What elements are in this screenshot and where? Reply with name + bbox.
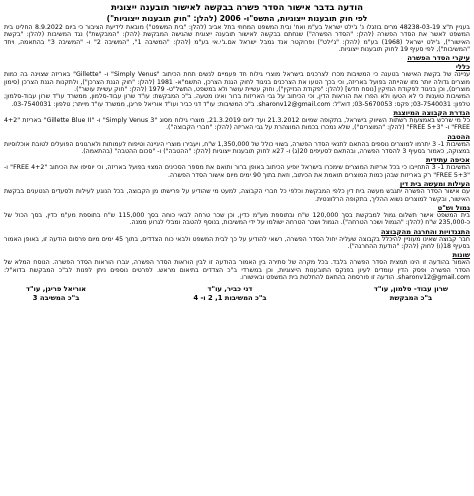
section-title-class: הגדרת הקבוצה המיוצגת [393,109,470,118]
subsection-title-general: כללי [455,63,470,72]
section-paragraph-claim: עניינה של בקשת האישור בטענה כי המשיבות מכרו לצרכנים בישראל מוצרי גילוח חד פעמיים לנשים תחת הכיתוב "Simply Venus" ו- "Gillette" באריזה שצוינה בה כמות מוצרים גדולה יותר מזו שהייתה בפועל באריזה, וכי בכך הטעו את הצרכנים בניגוד לחוק הגנת הצרכן, התשמ"א- 1981 (להלן: "חוק הגנת הצרכן"), ולתקנות הגנת הצרכן (סימון מוצרים), וכן בניגוד לפקודת הנזיקין [נוסח חדש] (להלן: "פקודת הנזיקין"), וחוק עשיית עושר ולא במשפט, התשל"ט- 1979 (להלן: "חוק עשיית עושר"). [4,71,471,94]
signature-role: ב"כ המבקשת [389,293,433,302]
notice-title: הודעה בדבר אישור הסדר פשרה בבקשה לאישור תובענה ייצוגית [110,3,364,13]
section-title-settlement: עיקרי הסדר הפשרה [407,54,470,63]
signature-name: אוריאל פריגן, עו"ד [26,285,87,294]
signature-role: ב"כ המשיבות 1, 2 ו- 4 [193,293,267,302]
section-title-fees: גמול וש"ט [437,203,470,212]
signature-name: שרון עבוד- סלמון, עו"ד [373,285,448,294]
signature-respondent3-counsel [26,285,86,302]
section-paragraph-enforcement: המשיבות 1- 3 התחייבו כי בכל אריזות המוצרים שימכרו בישראל יופיע הכיתוב באופן ברור ותואם את מספר הסכינים המצוי בפועל באריזה, וכי יוסיפו את הכיתוב "4+2 FREE" ו- "5+3 FREE" רק באריזות שבהן כמות המוצרים תואמת את הכיתוב, וזאת בתוך 90 ימים מיום אישור הסדר הפשרה. [4,164,470,179]
section-title-benefit: ההטבה [447,132,470,141]
signature-petitioner-counsel [374,285,448,302]
section-paragraph-benefit: המשיבות 1- 3 יתרמו למוצרים נוספים בהתאם לתנאי הסדר הפשרה, בשווי כולל של 1,350,000 ש"ח, ויעבירו מוצרי היגיינה וטיפוח לעמותות ולארגונים הפועלים לטובת אוכלוסיות במצוקה, כאמור בסעיף 3 להסדר הפשרה, ובהתאם לסעיפים 20(ג) ו- 27א לחוק תובענות ייצוגיות (להלן: "ההטבה") ו- "סכום ההטבה" (בהתאמה). [4,140,470,156]
section-title-opt-out: התנגדויות והחרגה מהקבוצה [380,227,470,236]
section-paragraph-class: כל מי שרכש באמצעות רשתות השיווק בישראל, בתקופה שמיום 21.3.2012 ועד ליום 21.3.2019, מוצרי גילוח מסוג "Simply Venus 3" ו- "Gillette Blue II" באריזת "4+2 FREE" ו- "5+3 FREE" (להלן: "המוצרים"), שלא נמכרו בכמות המוצהרת על גבי האריזה (להלן: "חברי הקבוצה"). [4,117,471,132]
signature-respondents-counsel [193,285,266,302]
signature-block [4,285,470,302]
section-paragraph-res-judicata: עם אישור הסדר הפשרה יתגבש מעשה בית דין כלפי המבקשת וכלפי כל חברי הקבוצה, למעט מי שהודיע על פרישתו מן הקבוצה, בכל הנוגע לעילות ולסעדים הנטענים בבקשת האישור, ובקשר למוצרים נשוא ההליך, בתקופה הרלוונטית. [4,188,470,203]
section-title-misc: שונות [452,251,470,260]
notice-subtitle: לפי חוק תובענות ייצוגיות, התשס"ו- 2006 (להלן: "חוק תובענות ייצוגיות") [106,13,368,23]
section-title-res-judicata: העילות ומעשה בית דין [399,180,470,189]
section-paragraph-opt-out: חבר קבוצה שאינו מעוניין להיכלל בקבוצה שעליה יחול הסדר הפשרה, רשאי להודיע על כך לבית המשפט ולבאי כוח הצדדים, בתוך 45 ימים מיום פרסום הודעה זו, באופן האמור בסעיף 18(ו) לחוק (להלן: "הודעת ההחרגה"). [4,235,470,250]
signature-name: דני כביר, עו"ד [207,285,253,294]
section-paragraph-respondents: המשיבות טוענות כי לא הטעו ולא הפרו את הוראות הדין, וכי הכיתוב על גבי האריזות ברור ואינו מטעה. ב"כ המבקשת: עו"ד שרון עבוד-סלמון, ממשרד עו"ד שרון עבוד-סלמון; טלפון: 03-7540031; פקס: 03-5670053; דוא"ל: sharonv12@gmail.com. ב"כ המשיבות: עו"ד דני כביר ועו"ד אוריאל פריגן, ממשרד עו"ד מייתר; טלפון: 03-7540031. [4,93,470,108]
section-title-enforcement: אכיפה עתידית [425,156,470,165]
notice-body [4,24,470,281]
intro-paragraph: בעניין ת"צ 48238-03-19 מרים בוזגלו נ' ג'ילט ישראל בע"מ ואח' ובית המשפט המחוזי בתל אביב (להלן: "בית המשפט") מובאת לידיעת הציבור כי ביום 8.9.2022 החליט בית המשפט לאשר את הסדר הפשרה (להלן: "הסדר הפשרה") שנחתם בבקשה לאישור תובענה ייצוגית שהגישה המבקשת (להלן: "המבקשת") נגד המשיבות (להלן: "בקשת האישור"), ג'ילט ישראל (1968) בע"מ (להלן: "ג'ילט") ופרוקטר אנד גמבל ישראל אם.ג'י.אי בע"מ (להלן: "המשיבה 1", "המשיבה 2" ו- "המשיבה 3" בהתאמה, ויחד "המשיבות"), לפי סעיף 19 לחוק תובענות ייצוגיות. [4,24,470,54]
section-paragraph-misc: האמור בהודעה זו הינו תמצית הסדר הפשרה בלבד. בכל מקרה של סתירה בין האמור בהודעה זו לבין הוראות הסדר הפשרה, יגברו הוראות הסדר הפשרה. הנוסח המלא של הסדר הפשרה ופסק הדין עומדים לעיון בפנקס התובענות הייצוגיות, וכן במשרדי ב"כ הצדדים בתיאום מראש. לפרטים נוספים ניתן לפנות לב"כ המבקשת בדוא"ל: sharonv12@gmail.com. הודעה זו פורסמה בהתאם להחלטת בית המשפט ובאישורו. [4,259,470,281]
section-paragraph-fees: בית המשפט אישר תשלום גמול למבקשת בסך 120,000 ש"ח ובתוספת מע"מ כדין, וכן שכר טרחה לבאי כוחה בסך 115,000 ש"ח בתוספת מע"מ כדין, בסך הכול של כ-235,000 ש"ח (להלן: "הגמול ושכר הטרחה"). הגמול ושכר הטרחה ישולמו על ידי המשיבות, בנוסף להטבה ומבלי לגרוע ממנה. [4,211,470,227]
signature-role: ב"כ המשיבה 3 [32,293,80,302]
